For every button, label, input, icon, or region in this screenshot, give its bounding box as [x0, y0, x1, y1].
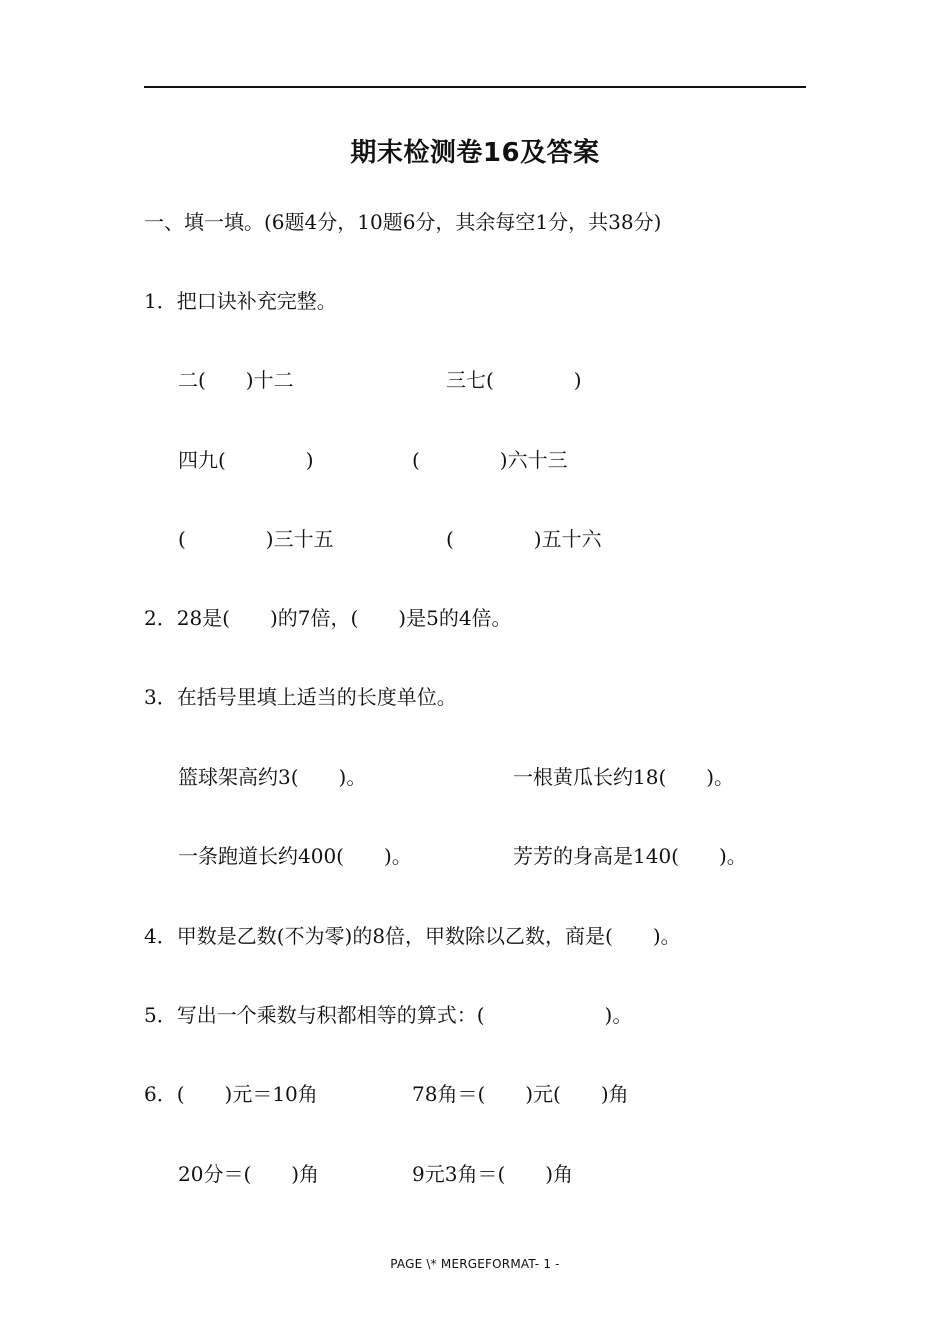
question-4: 4．甲数是乙数(不为零)的8倍，甲数除以乙数，商是( )。	[144, 924, 681, 948]
question-1-blank: ( )六十三	[412, 448, 568, 472]
question-3-item: 篮球架高约3( )。	[178, 765, 367, 789]
section-heading: 一、填一填。(6题4分，10题6分，其余每空1分，共38分)	[144, 210, 662, 234]
question-1-blank: ( )五十六	[446, 527, 602, 551]
question-1-blank: 三七( )	[446, 368, 582, 392]
question-1-prompt: 1．把口诀补充完整。	[144, 289, 337, 313]
question-3-item: 芳芳的身高是140( )。	[513, 844, 747, 868]
question-1-blank: 二( )十二	[178, 368, 294, 392]
question-1-blank: ( )三十五	[178, 527, 334, 551]
question-3-item: 一根黄瓜长约18( )。	[513, 765, 735, 789]
page-title: 期末检测卷16及答案	[350, 138, 600, 168]
question-3-item: 一条跑道长约400( )。	[178, 844, 412, 868]
header-rule	[144, 86, 806, 88]
question-1-blank: 四九( )	[178, 448, 314, 472]
question-2: 2．28是( )的7倍，( )是5的4倍。	[144, 606, 512, 630]
question-6-item: 78角＝( )元( )角	[412, 1082, 629, 1106]
page-footer: PAGE \* MERGEFORMAT- 1 -	[390, 1257, 560, 1271]
question-6-item: 6．( )元＝10角	[144, 1082, 318, 1106]
question-3-prompt: 3．在括号里填上适当的长度单位。	[144, 685, 457, 709]
question-6-item: 9元3角＝( )角	[412, 1162, 574, 1186]
question-6-item: 20分＝( )角	[178, 1162, 320, 1186]
question-5: 5．写出一个乘数与积都相等的算式：( )。	[144, 1003, 633, 1027]
